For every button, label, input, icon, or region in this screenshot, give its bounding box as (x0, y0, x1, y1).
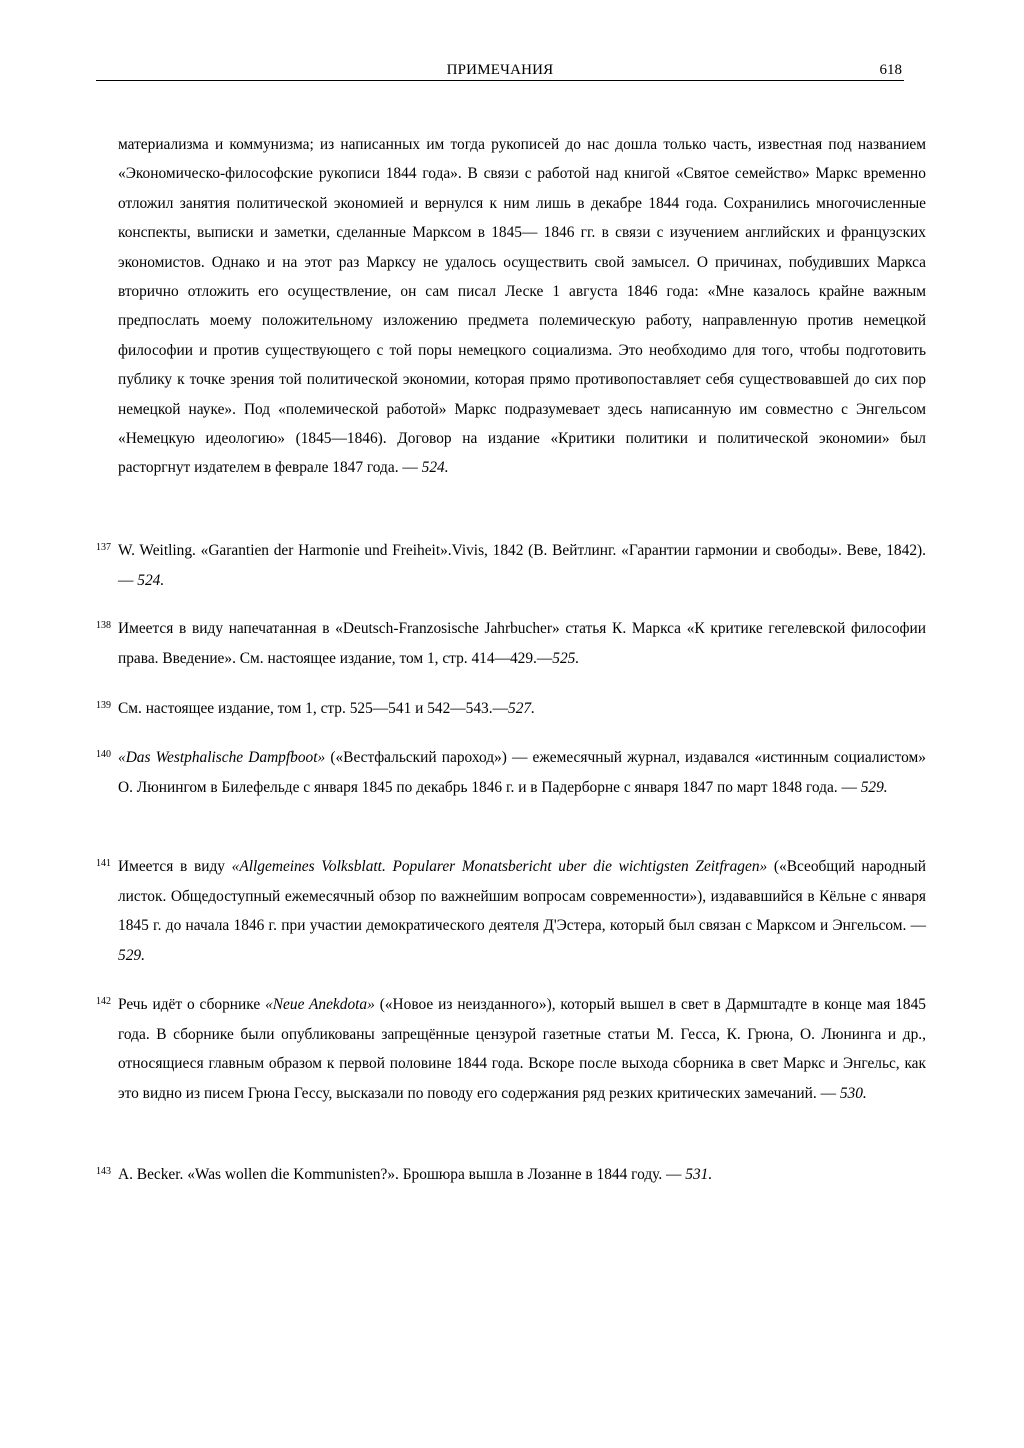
endnote-143 (96, 1160, 926, 1190)
page-reference: 529. (118, 946, 145, 964)
running-header-title: ПРИМЕЧАНИЯ (446, 62, 554, 78)
running-header (96, 60, 904, 81)
page-number: 618 (879, 62, 902, 78)
page-reference: 525. (552, 649, 580, 667)
endnote-text: Речь идёт о сборнике (118, 996, 266, 1013)
page-reference: 527. (508, 700, 535, 717)
page-reference: 529. (860, 778, 888, 796)
endnote-number: 138 (96, 620, 111, 631)
endnote-italic-title: «Allgemeines Volksblatt. Popularer Monatsbericht uber die wichtigsten Zeitfragen» (231, 858, 768, 875)
endnote-italic-title: «Das Westphalische Dampfboot» (118, 749, 326, 766)
endnote-number: 143 (96, 1166, 111, 1177)
page-reference: 524. (137, 571, 165, 589)
page-reference: 524. (421, 459, 449, 477)
endnote-text: См. настоящее издание, том 1, стр. 525—541 и 542—543.— (118, 700, 508, 717)
endnote-number: 139 (96, 700, 111, 711)
endnote-text: A. Becker. «Was wollen die Kommunisten?». Брошюра вышла в Лозанне в 1844 году. — (118, 1166, 686, 1183)
endnote-140 (96, 743, 926, 802)
endnote-139 (96, 694, 926, 724)
continuation-paragraph (118, 130, 926, 483)
endnote-138 (96, 614, 926, 673)
endnote-text-continued: («Новое из неизданного»), который вышел в свет в Дармштадте в конце мая 1845 года. В сборнике были опубликованы запрещённые цензурой газетные статьи М. Гесса, К. Грюна, О. Люнинга и др., относящиеся главным образом к первой половине 1844 года. Вскоре после выхода сборника в свет Маркс и Энгельс, как это видно из писем Грюна Гессу, высказали по поводу его содержания ряд резких критических замечаний. — (118, 996, 926, 1102)
endnote-number: 137 (96, 542, 111, 553)
endnote-number: 140 (96, 749, 111, 760)
endnote-number: 141 (96, 858, 111, 869)
endnote-number: 142 (96, 996, 111, 1007)
endnote-text-continued: («Вестфальский пароход») — ежемесячный журнал, издавался «истинным социалистом» О. Люнингом в Билефельде с января 1845 по декабрь 1846 г. и в Падерборне с января 1847 по март 1848 года. — (118, 749, 926, 796)
endnote-text-continued: («Всеобщий народный листок. Общедоступный ежемесячный обзор по важнейшим вопросам современности»), издававшийся в Кёльне с января 1845 г. до начала 1846 г. при участии демократического деятеля Д'Эстера, который был связан с Марксом и Энгельсом. — (118, 858, 927, 935)
page-reference: 531. (685, 1166, 713, 1183)
endnote-text: Имеется в виду (118, 858, 232, 875)
endnote-142 (96, 990, 926, 1108)
endnote-italic-title: «Neue Anekdota» (265, 996, 375, 1013)
endnote-text: W. Weitling. «Garantien der Harmonie und Freiheit».Vivis, 1842 (В. Вейтлинг. «Гарантии гармонии и свободы». Веве, 1842). — (118, 542, 926, 589)
endnote-141 (96, 852, 926, 970)
page-reference: 530. (839, 1084, 867, 1102)
endnote-137 (96, 536, 926, 595)
endnote-text: Имеется в виду напечатанная в «Deutsch-Franzosische Jahrbucher» статья К. Маркса «К критике гегелевской философии права. Введение». См. настоящее издание, том 1, стр. 414—429.— (118, 620, 926, 667)
continuation-text: материализма и коммунизма; из написанных им тогда рукописей до нас дошла только часть, известная под названием «Экономическо-философские рукописи 1844 года». В связи с работой над книгой «Святое семейство» Маркс временно отложил занятия политической экономией и вернулся к ним лишь в декабре 1844 года. Сохранились многочисленные конспекты, выписки и заметки, сделанные Марксом в 1845— 1846 гг. в связи с изучением английских и французских экономистов. Однако и на этот раз Марксу не удалось осуществить свой замысел. О причинах, побудивших Маркса вторично отложить его осуществление, он сам писал Леске 1 августа 1846 года: «Мне казалось крайне важным предпослать моему положительному изложению предмета полемическую работу, направленную против немецкой философии и против существующего с той поры немецкого социализма. Это необходимо для того, чтобы подготовить публику к точке зрения той политической экономии, которая прямо противопоставляет себя существовавшей до сих пор немецкой науке». Под «полемической работой» Маркс подразумевает здесь написанную им совместно с Энгельсом «Немецкую идеологию» (1845—1846). Договор на издание «Критики политики и политической экономии» был расторгнут издателем в феврале 1847 года. — (118, 136, 926, 477)
